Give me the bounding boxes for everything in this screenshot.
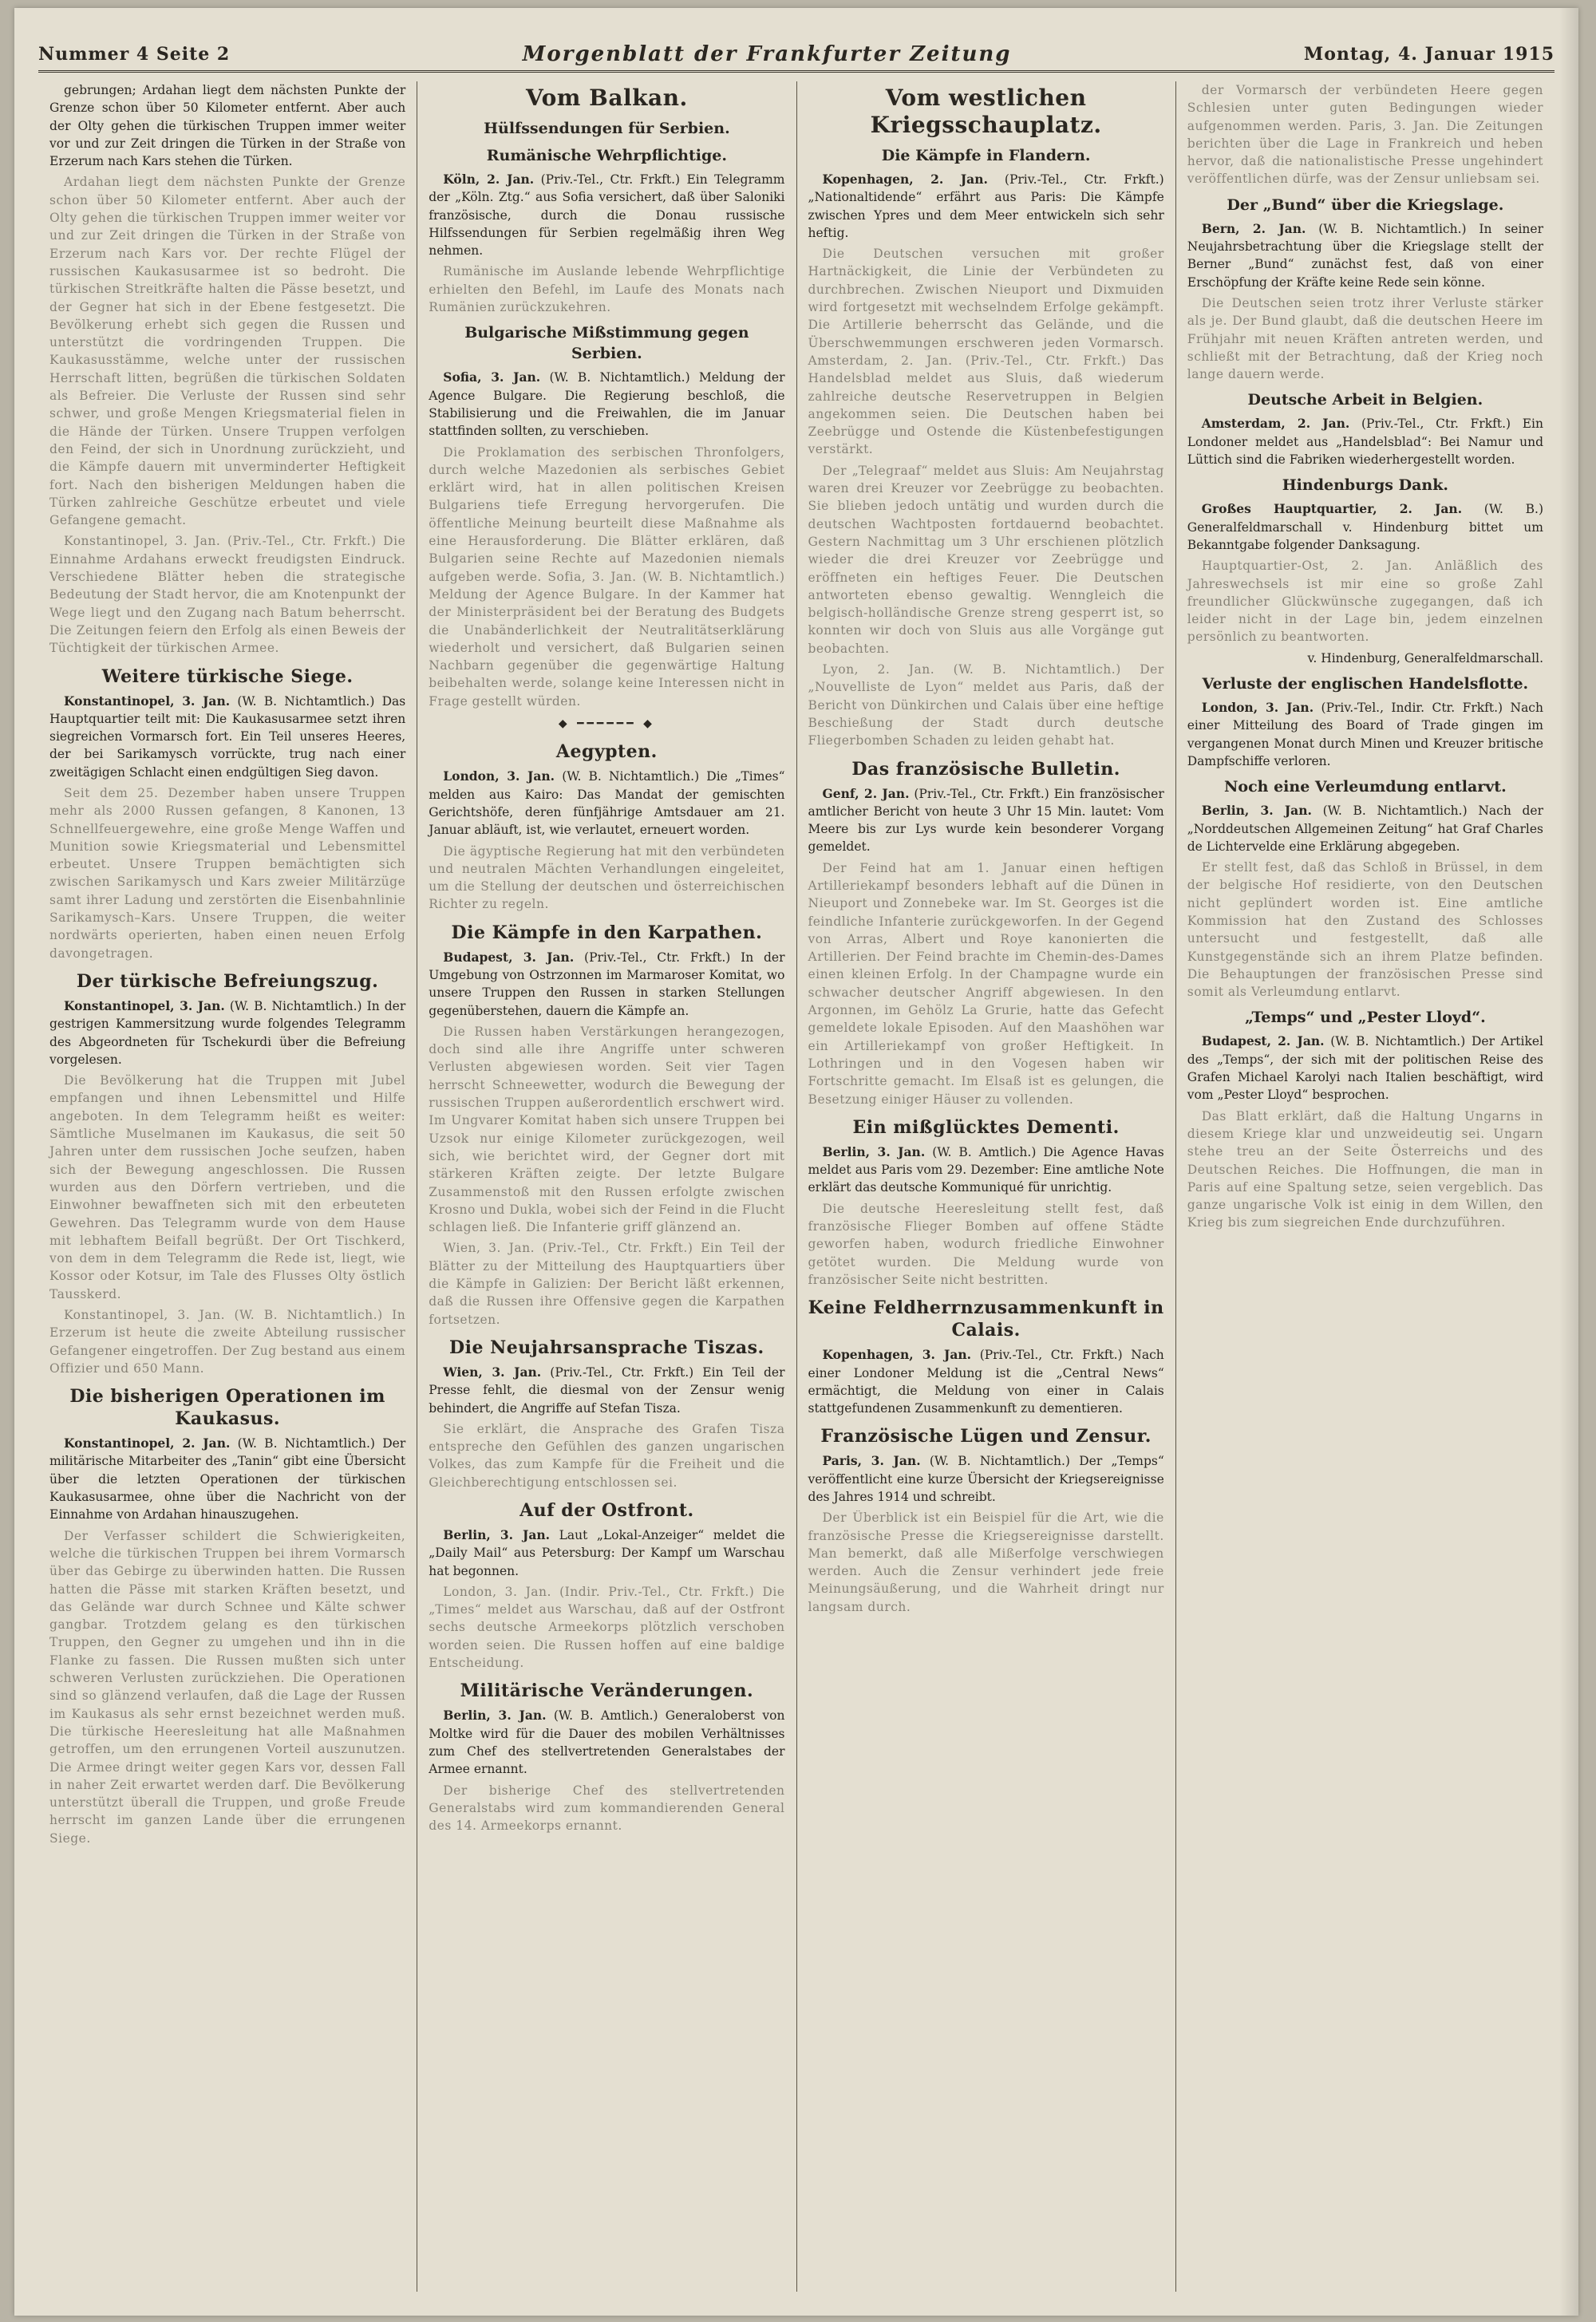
body-text: Der Überblick ist ein Beispiel für die Art, wie die französische Presse die Kriegsereignisse darstellt. Man bemerkt, daß alle Mißerfolge verschwiegen werden. Auch die Zensur verhindert jede freie Meinungsäußerung, und die Wahrheit dringt nur langsam durch. — [808, 1510, 1164, 1614]
dateline: Wien, 3. Jan. — [443, 1364, 542, 1380]
heading-siege: Weitere türkische Siege. — [101, 665, 354, 687]
heading-hindenburg: Hindenburgs Dank. — [1282, 476, 1448, 495]
article-rumaen — [429, 171, 784, 259]
body-text: Die ägyptische Regierung hat mit den verbündeten und neutralen Mächten Verhandlungen eingeleitet, um die Stellung der deutschen und österreichischen Richter zu regeln. — [429, 843, 785, 912]
article-belgien — [1187, 415, 1543, 468]
article-text: (Priv.-Tel., Indir. Ctr. Frkft.) Nach einer Mitteilung des Board of Trade gingen im vergangenen Monat durch Minen und Kreuzer britische Dampfschiffe verloren. — [1187, 701, 1543, 768]
dateline: Konstantinopel, 3. Jan. — [64, 693, 231, 709]
article-calais — [808, 1346, 1164, 1417]
article-bulletin — [808, 785, 1164, 856]
article-text: (W. B. Nichtamtlich.) Der militärische Mitarbeiter des „Tanin“ gibt eine Übersicht über die letzten Operationen der türkischen Kaukasusarmee, ohne über die Nachricht von der Einnahme von Ardahan hinauszugehen. — [49, 1436, 406, 1522]
page-number: Nummer 4 Seite 2 — [38, 44, 231, 65]
body-text: Die Bevölkerung hat die Truppen mit Jubel empfangen und ihnen Lebensmittel und Hilfe angeboten. In dem Telegramm heißt es weiter: Sämtliche Muselmanen im Kaukasus, die seit 50 Jahren unter dem russischen Joche seufzen, haben sich der Bewegung angeschlossen. Die Russen wurden aus den Dörfern vertrieben, und die Einwohner bewaffneten sich mit den erbeuteten Gewehren. Das Telegramm wurde von dem Hause mit lebhaftem Beifall begrüßt. Der Ort Tischkerd, von dem in dem Telegramm die Rede ist, liegt, wie Kossor oder Kotsur, im Tale des Flusses Olty östlich Tausskerd. — [49, 1073, 406, 1301]
dateline: Großes Hauptquartier, 2. Jan. — [1201, 501, 1463, 517]
article-siege — [49, 693, 405, 781]
signature: v. Hindenburg, Generalfeldmarschall. — [1307, 650, 1543, 665]
page-fold-shadow — [1559, 8, 1578, 2316]
body-text: Hauptquartier-Ost, 2. Jan. Anläßlich des Jahreswechsels ist mir eine so große Zahl freundlicher Glückwünsche zugegangen, daß ich leider nicht in der Lage bin, jedem einzelnen persönlich zu beantworten. — [1187, 559, 1543, 645]
body-text: Konstantinopel, 3. Jan. (Priv.-Tel., Ctr. Frkft.) Die Einnahme Ardahans erweckt freudigsten Eindruck. Verschiedene Blätter heben die strategische Bedeutung der Stadt hervor, die am Knotenpunkt der Wege liegt und den Zugang nach Batum beherrscht. Die Zeitungen feiern den Erfolg als einen Beweis der Tüchtigkeit der türkischen Armee. — [49, 534, 406, 656]
dateline: Konstantinopel, 3. Jan. — [64, 997, 225, 1013]
body-text: Lyon, 2. Jan. (W. B. Nichtamtlich.) Der „Nouvelliste de Lyon“ meldet aus Paris, daß der Bericht von Dünkirchen und Calais über eine heftige Beschießung der Stadt durch deutsche Fliegerbomben Schaden zu leiden gehabt hat. — [808, 662, 1164, 748]
article-text: (W. B. Amtlich.) Generaloberst von Moltke wird für die Dauer des mobilen Verhältnisses zum Chef des stellvertretenden Generalstabes der Armee ernannt. — [429, 1708, 785, 1777]
dateline: Berlin, 3. Jan. — [443, 1708, 547, 1724]
article-temps — [1187, 1033, 1543, 1104]
heading-militaer: Militärische Veränderungen. — [460, 1680, 754, 1702]
heading-dementi: Ein mißglücktes Dementi. — [852, 1116, 1120, 1138]
article-flandern — [808, 171, 1164, 242]
article-militaer — [429, 1707, 784, 1778]
heading-luegen: Französische Lügen und Zensur. — [820, 1426, 1152, 1447]
dateline: Sofia, 3. Jan. — [443, 369, 541, 385]
article-dementi — [808, 1143, 1164, 1197]
lead-paragraph: gebrungen; Ardahan liegt dem nächsten Punkte der Grenze schon über 50 Kilometer entfernt. Aber auch der Olty gehen die türkischen Truppen immer weiter vor und zur Zeit dringen die Türken in der Straße von Erzerum nach Kars stehen die Türken. — [49, 83, 406, 169]
article-bulg — [429, 369, 784, 440]
article-text: (Priv.-Tel., Ctr. Frkft.) Ein Londoner meldet aus „Handelsblad“: Bei Namur und Lüttich sind die Fabriken wiederhergestellt worden. — [1187, 417, 1543, 468]
dateline: Kopenhagen, 2. Jan. — [822, 172, 988, 187]
dateline: London, 3. Jan. — [1201, 700, 1314, 716]
article-text: (Priv.-Tel., Ctr. Frkft.) Ein Teil der Presse fehlt, die diesmal von der Zensur wenig behindert, die Angriffe auf Stefan Tisza. — [429, 1364, 785, 1416]
dateline: Konstantinopel, 2. Jan. — [64, 1435, 231, 1451]
article-bund — [1187, 220, 1543, 291]
article-text: (Priv.-Tel., Ctr. Frkft.) Nach einer Londoner Meldung ist die „Central News“ ermächtigt, die Meldung von einer in Calais stattgefundenen Zusammenkunft zu dementieren. — [808, 1348, 1164, 1416]
heading-ostfront: Auf der Ostfront. — [519, 1500, 694, 1521]
heading-handelsflotte: Verluste der englischen Handelsflotte. — [1202, 675, 1529, 693]
article-aegypten — [429, 768, 784, 839]
newspaper-title: Morgenblatt der Frankfurter Zeitung — [522, 42, 1012, 66]
body-text: Seit dem 25. Dezember haben unsere Truppen mehr als 2000 Russen gefangen, 8 Kanonen, 13 Schnellfeuergewehre, eine große Menge Waffen und Munition sowie Kriegsmaterial und Lebensmittel erbeutet. Unsere Truppen bemächtigten sich zwischen Sarikamysch und Kars zweier Militärzüge samt ihrer Ladung und zerstörten die Eisenbahnlinie Sarikamysch–Kars. Unsere Truppen, die weiter nordwärts operierten, haben einen neuen Erfolg davongetragen. — [49, 785, 406, 961]
heading-aegypten: Aegypten. — [555, 741, 658, 763]
heading-befreiung: Der türkische Befreiungszug. — [76, 970, 379, 992]
article-ostfront — [429, 1526, 784, 1580]
article-kaukasus — [49, 1435, 405, 1523]
heading-karpathen: Die Kämpfe in den Karpathen. — [451, 922, 763, 943]
body-text: Der Feind hat am 1. Januar einen heftigen Artilleriekampf besonders lebhaft auf die Dünen in Nieuport und Zonnebeke war. Im St. Georges ist die feindliche Infanterie zurückgeworfen. In der Gegend von Arras, Albert und Roye kanonierten die Artillerien. Der Feind brachte im Chemin-des-Dames einen kleinen Erfolg. In der Champagne wurde ein schwacher deutscher Angriff abgewiesen. In den Argonnen, im Gehölz La Grurie, hatte das Gefecht gemeldete lokale Episoden. Auf den Maashöhen war ein Artilleriekampf von großer Heftigkeit. In Lothringen und in den Vogesen haben wir Fortschritte gemacht. Im Elsaß ist es gelungen, die Besetzung einiger Häuser zu vollenden. — [808, 860, 1164, 1107]
heading-balkan: Vom Balkan. — [525, 85, 688, 111]
dateline: London, 3. Jan. — [443, 768, 555, 784]
dateline: Berlin, 3. Jan. — [1201, 803, 1312, 819]
column-4 — [1176, 81, 1555, 2292]
body-text: London, 3. Jan. (Indir. Priv.-Tel., Ctr. Frkft.) Die „Times“ meldet aus Warschau, daß auf der Ostfront sechs deutsche Armeekorps plötzlich verschoben worden seien. Die Russen hoffen auf eine baldige Entscheidung. — [429, 1584, 785, 1671]
subheading-rumaen: Rumänische Wehrpflichtige. — [486, 147, 727, 164]
heading-westen: Vom westlichen Kriegsschauplatz. — [870, 85, 1102, 138]
article-luegen — [808, 1452, 1164, 1506]
article-text: (W. B. Nichtamtlich.) Der Artikel des „Temps“, der sich mit der politischen Reise des Grafen Michael Karolyi nach Italien beschäftigt, wird vom „Pester Lloyd“ besprochen. — [1187, 1034, 1543, 1103]
article-verleumdung — [1187, 802, 1543, 855]
subheading-hilfs: Hülfssendungen für Serbien. — [484, 120, 730, 137]
article-text: (W. B. Nichtamtlich.) Meldung der Agence Bulgare. Die Regierung beschloß, die Stabilisierung und die Freiwahlen, die im Januar stattfinden sollten, zu verschieben. — [429, 370, 785, 439]
article-karpathen — [429, 949, 784, 1020]
body-text: Der Verfasser schildert die Schwierigkeiten, welche die türkischen Truppen bei ihrem Vormarsch über das Gebirge zu überwinden hatten. Die Russen hatten die Pässe mit starken Kräften besetzt, und das Gelände war durch Schnee und Kälte schwer gangbar. Trotzdem gelang es den türkischen Truppen, den Gegner zu umgehen und ihn in die Flanke zu fassen. Die Russen mußten sich unter schweren Verlusten zurückziehen. Die Operationen sind so glänzend verlaufen, daß die Lage der Russen im Kaukasus als sehr ernst bezeichnet werden muß. Die türkische Heeresleitung hat alle Maßnahmen getroffen, um den errungenen Vorteil auszunutzen. Die Armee dringt weiter gegen Kars vor, dessen Fall in naher Zeit erwartet werden darf. Die Bevölkerung unterstützt überall die Truppen, und große Freude herrscht im ganzen Lande über die errungenen Siege. — [49, 1528, 406, 1846]
column-1 — [38, 81, 417, 2292]
heading-flandern: Die Kämpfe in Flandern. — [881, 147, 1091, 164]
ornament-divider: ◆ ━━━━━━ ◆ — [558, 717, 655, 731]
body-text: Ardahan liegt dem nächsten Punkte der Grenze schon über 50 Kilometer entfernt. Aber auch der Olty gehen die türkischen Truppen immer weiter vor und zur Zeit dringen die Türken in der Straße von Erzerum nach Kars vor. Der rechte Flügel der russischen Kaukasusarmee ist so bedroht. Die türkischen Streitkräfte halten die Pässe besetzt, und der Gegner hat sich in der Ebene festgesetzt. Die Bevölkerung erhebt sich gegen die Russen und unterstützt die vordringenden Truppen. Die Kaukasusstämme, welche unter der russischen Herrschaft litten, begrüßen die türkischen Soldaten als Befreier. Die Verluste der Russen sind sehr schwer, und große Mengen Kriegsmaterial fielen in die Hände der Türken. Unsere Truppen verfolgen den Feind, der sich in Unordnung zurückzieht, und die Kämpfe dauern mit unverminderter Heftigkeit fort. Nach den bisherigen Meldungen haben die Türken zahlreiche Geschütze erbeutet und viele Gefangene gemacht. — [49, 175, 406, 528]
issue-date: Montag, 4. Januar 1915 — [1303, 44, 1555, 65]
body-text: Der „Telegraaf“ meldet aus Sluis: Am Neujahrstag waren drei Kreuzer vor Zeebrügge zu beobachten. Sie blieben jedoch untätig und wurden durch die deutschen Wachtposten fortdauernd beobachtet. Gestern Nachmittag um 3 Uhr erschienen plötzlich wieder die drei Kreuzer vor Zeebrügge und eröffneten ein heftiges Feuer. Die Deutschen antworteten ebenso gewaltig. Wenngleich die belgisch-holländische Grenze streng gesperrt ist, so konnten wir doch von Sluis aus alle Vorgänge gut beobachten. — [808, 463, 1164, 656]
body-text: Das Blatt erklärt, daß die Haltung Ungarns in diesem Kriege klar und unzweideutig sei. Ungarn stehe treu an der Seite Österreichs und des Deutschen Reiches. Die Hoffnungen, die man in Paris auf eine Spaltung setze, seien vergeblich. Das ganze ungarische Volk ist einig in dem Willen, den Krieg bis zum siegreichen Ende durchzuführen. — [1187, 1108, 1543, 1230]
article-text: (Priv.-Tel., Ctr. Frkft.) In der Umgebung von Ostrzonnen im Marmaroser Komitat, wo unsere Truppen den Russen in starken Stellungen gegenüberstehen, dauern die Kämpfe an. — [429, 950, 785, 1018]
column-2 — [417, 81, 796, 2292]
body-text: der Vormarsch der verbündeten Heere gegen Schlesien unter guten Bedingungen wieder aufgenommen werden. Paris, 3. Jan. Die Zeitungen berichten über die Lage in Frankreich und heben hervor, daß die nationalistische Presse ungehindert veröffentlichen dürfe, was der Zensur unliebsam sei. — [1187, 83, 1543, 187]
article-text: (Priv.-Tel., Ctr. Frkft.) „Nationaltidende“ erfährt aus Paris: Die Kämpfe zwischen Ypres und dem Meer entwickeln sich sehr heftig. — [808, 172, 1164, 240]
article-handelsflotte — [1187, 699, 1543, 770]
heading-temps: „Temps“ und „Pester Lloyd“. — [1244, 1009, 1486, 1027]
masthead — [38, 38, 1555, 73]
article-text: Laut „Lokal-Anzeiger“ meldet die „Daily Mail“ aus Petersburg: Der Kampf um Warschau hat begonnen. — [429, 1528, 785, 1578]
body-text: Die deutsche Heeresleitung stellt fest, daß französische Flieger Bomben auf offene Städte geworfen haben, wodurch friedliche Einwohner getötet wurden. Die Meldung wurde von französischer Seite nicht bestritten. — [808, 1201, 1164, 1287]
dateline: Köln, 2. Jan. — [443, 172, 535, 187]
heading-bulg: Bulgarische Mißstimmung gegen Serbien. — [464, 324, 749, 363]
body-text: Sie erklärt, die Ansprache des Grafen Tisza entspreche den Gefühlen des ganzen ungarischen Volkes, das zum Kampfe für die Freiheit und die Gleichberechtigung entschlossen sei. — [429, 1421, 785, 1490]
dateline: Paris, 3. Jan. — [822, 1453, 921, 1469]
body-text: Die Russen haben Verstärkungen herangezogen, doch sind alle ihre Angriffe unter schweren Verlusten abgewiesen worden. Seit vier Tagen herrscht Schneewetter, wodurch die Bewegung der russischen Truppen außerordentlich erschwert wird. Im Ungvarer Komitat haben sich unsere Truppen bei Uzsok nur einige Kilometer zurückgezogen, weil sich, wie berichtet wird, der Gegner dort mit stärkeren Kräften zeigte. Der letzte Bulgare Zusammenstoß mit den Russen erfolgte zwischen Krosno und Dukla, wobei sich der Feind in die Flucht schlagen ließ. Die Infanterie griff glänzend an. — [429, 1024, 785, 1235]
body-text: Rumänische im Auslande lebende Wehrpflichtige erhielten den Befehl, im Laufe des Monats nach Rumänien zurückzukehren. — [429, 264, 785, 315]
heading-belgien: Deutsche Arbeit in Belgien. — [1247, 391, 1483, 409]
article-befreiung — [49, 997, 405, 1068]
article-text: (W. B.) Generalfeldmarschall v. Hindenburg bittet um Bekanntgabe folgender Danksagung. — [1187, 502, 1543, 552]
dateline: Berlin, 3. Jan. — [822, 1143, 926, 1159]
dateline: Berlin, 3. Jan. — [443, 1527, 551, 1542]
article-text: (Priv.-Tel., Ctr. Frkft.) Ein französischer amtlicher Bericht von heute 3 Uhr 15 Min. lautet: Vom Meere bis zur Lys wurde kein besonderer Vorgang gemeldet. — [808, 786, 1164, 855]
dateline: Budapest, 3. Jan. — [443, 949, 575, 965]
columns — [38, 81, 1555, 2292]
heading-bund: Der „Bund“ über die Kriegslage. — [1227, 195, 1504, 214]
article-text: (W. B. Amtlich.) Die Agence Havas meldet aus Paris vom 29. Dezember: Eine amtliche Note erklärt das deutsche Kommuniqué für unrichtig. — [808, 1144, 1164, 1195]
heading-kaukasus: Die bisherigen Operationen im Kaukasus. — [69, 1386, 385, 1430]
body-text: Die Deutschen seien trotz ihrer Verluste stärker als je. Der Bund glaubt, daß die deutschen Heere im Frühjahr mit neuen Kräften antreten werden, und schließt mit der Betrachtung, daß der Krieg noch lange dauern werde. — [1187, 295, 1543, 382]
article-text: (W. B. Nichtamtlich.) Die „Times“ melden aus Kairo: Das Mandat der gemischten Gerichtshöfe, deren fünfjährige Amtsdauer am 21. Januar abläuft, ist, wie verlautet, erneuert worden. — [429, 769, 785, 838]
body-text: Er stellt fest, daß das Schloß in Brüssel, in dem der belgische Hof residierte, von den Deutschen nicht geplündert worden ist. Eine amtliche Kommission hat den Zustand des Schlosses untersucht und festgestellt, daß alle Kunstgegenstände sich an ihrem Platze befinden. Die Behauptungen der französischen Presse sind somit als Verleumdung entlarvt. — [1187, 860, 1543, 1000]
heading-bulletin: Das französische Bulletin. — [851, 758, 1120, 780]
dateline: Budapest, 2. Jan. — [1201, 1033, 1325, 1049]
article-text: (W. B. Nichtamtlich.) Das Hauptquartier teilt mit: Die Kaukasusarmee setzt ihren siegreichen Vormarsch fort. Ein Teil unseres Heeres, der bei Sarikamysch vorrückte, trug nach einer zweitägigen Schlacht einen endgültigen Sieg davon. — [49, 693, 406, 780]
article-hindenburg — [1187, 500, 1543, 554]
body-text: Wien, 3. Jan. (Priv.-Tel., Ctr. Frkft.) Ein Teil der Blätter zu der Mitteilung des Hauptquartiers über die Kämpfe in Galizien: Der Bericht läßt erkennen, daß die Russen ihre Offensive gegen die Karpathen fortsetzen. — [429, 1241, 785, 1327]
body-text: Die Proklamation des serbischen Thronfolgers, durch welche Mazedonien als serbisches Gebiet erklärt wird, hat in allen politischen Kreisen Bulgariens tiefe Erregung hervorgerufen. Die öffentliche Meinung beurteilt diese Maßnahme als eine Herausforderung. Die Blätter erklären, daß Bulgarien seine Rechte auf Mazedonien niemals aufgeben werde. Sofia, 3. Jan. (W. B. Nichtamtlich.) Meldung der Agence Bulgare. In der Kammer hat der Ministerpräsident bei der Beratung des Budgets die Unabänderlichkeit der Neutralitätserklärung wiederholt und versichert, daß Bulgarien seinen Nachbarn gegenüber die gegenwärtige Haltung beibehalten werde, solange keine Interessen nicht in Frage gestellt würden. — [429, 444, 785, 709]
heading-calais: Keine Feldherrnzusammenkunft in Calais. — [808, 1297, 1164, 1341]
article-text: (Priv.-Tel., Ctr. Frkft.) Ein Telegramm der „Köln. Ztg.“ aus Sofia versichert, daß über Saloniki französische, durch die Donau russische Hilfssendungen für Serbien regelmäßig ihren Weg nehmen. — [429, 172, 785, 259]
heading-tisza: Die Neujahrsansprache Tiszas. — [449, 1337, 764, 1358]
dateline: Bern, 2. Jan. — [1201, 220, 1306, 236]
article-text: (W. B. Nichtamtlich.) In der gestrigen Kammersitzung wurde folgendes Telegramm des Abgeordneten für Tschekurdi über die Befreiung vorgelesen. — [49, 998, 406, 1067]
column-3 — [797, 81, 1176, 2292]
dateline: Kopenhagen, 3. Jan. — [822, 1347, 972, 1363]
body-text: Konstantinopel, 3. Jan. (W. B. Nichtamtlich.) In Erzerum ist heute die zweite Abteilung russischer Gefangener eingetroffen. Der Zug bestand aus einem Offizier und 650 Mann. — [49, 1308, 406, 1376]
article-text: (W. B. Nichtamtlich.) Der „Temps“ veröffentlicht eine kurze Übersicht der Kriegsereignisse des Jahres 1914 und schreibt. — [808, 1454, 1164, 1504]
article-text: (W. B. Nichtamtlich.) Nach der „Norddeutschen Allgemeinen Zeitung“ hat Graf Charles de Lichtervelde eine Erklärung abgegeben. — [1187, 804, 1543, 854]
article-tisza — [429, 1364, 784, 1417]
newspaper-page — [14, 8, 1578, 2316]
body-text: Der bisherige Chef des stellvertretenden Generalstabs wird zum kommandierenden General des 14. Armeekorps ernannt. — [429, 1783, 785, 1834]
heading-verleumdung: Noch eine Verleumdung entlarvt. — [1224, 778, 1507, 796]
article-text: (W. B. Nichtamtlich.) In seiner Neujahrsbetrachtung über die Kriegslage stellt der Berner „Bund“ zunächst fest, daß von einer Erschöpfung der Kräfte keine Rede sein könne. — [1187, 221, 1543, 290]
dateline: Genf, 2. Jan. — [822, 785, 910, 801]
body-text: Die Deutschen versuchen mit großer Hartnäckigkeit, die Linie der Verbündeten zu durchbrechen. Zwischen Nieuport und Dixmuiden wird fortgesetzt mit wechselndem Erfolge gekämpft. Die Artillerie beherrscht das Gelände, und die Überschwemmungen erschweren jeden Vormarsch. Amsterdam, 2. Jan. (Priv.-Tel., Ctr. Frkft.) Das Handelsblad meldet aus Sluis, daß wiederum zahlreiche deutsche Reservetruppen in Belgien angekommen seien. Die Deutschen haben bei Zeebrügge und Ostende die Küstenbefestigungen verstärkt. — [808, 247, 1164, 457]
dateline: Amsterdam, 2. Jan. — [1201, 416, 1350, 432]
